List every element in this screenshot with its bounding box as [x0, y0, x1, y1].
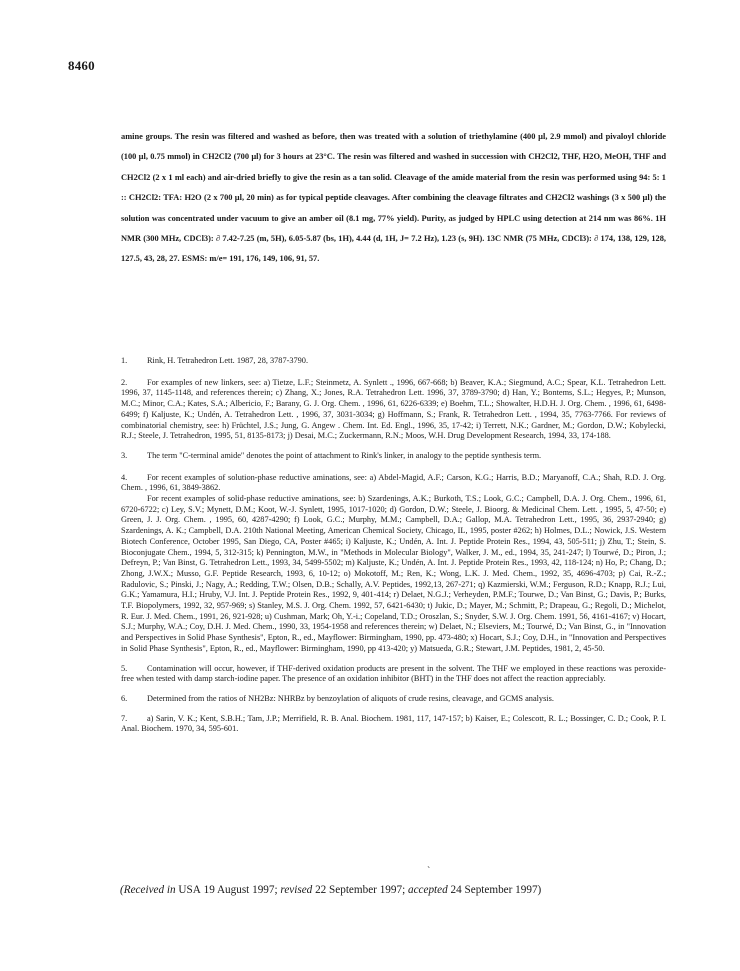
reference-text: Determined from the ratios of NH2Bz: NHRBz by benzoylation of aliquots of crude resins, cleavage, and GCMS analysis. [147, 693, 554, 703]
accepted-date: 24 September [450, 884, 513, 896]
reference-number: 3. [121, 450, 128, 460]
reference-3 [121, 451, 666, 462]
reference-7 [121, 714, 666, 735]
revised-label: revised [280, 884, 313, 896]
body-paragraph: amine groups. The resin was filtered and washed as before, then was treated with a solution of triethylamine (400 µl, 2.9 mmol) and pivaloyl chloride (100 µl, 0.75 mmol) in CH2Cl2 (700 µl) for 3 hours at 23°C. The resin was filtered and washed in succession with CH2Cl2, THF, H2O, MeOH, THF and CH2Cl2 (2 x 1 ml each) and air-dried briefly to give the resin as a tan solid. Cleavage of the amide material from the resin was performed using 94: 5: 1 :: CH2Cl2: TFA: H2O (2 x 700 µl, 20 min) as for typical peptide cleavages. After combining the cleavage filtrates and CH2Cl2 washings (3 x 500 µl) the solution was concentrated under vacuum to give an amber oil (8.1 mg, 77% yield). Purity, as judged by HPLC using detection at 214 nm was 86%. 1H NMR (300 MHz, CDCl3): ∂ 7.42-7.25 (m, 5H), 6.05-5.87 (bs, 1H), 4.44 (d, 1H, J= 7.2 Hz), 1.23 (s, 9H). 13C NMR (75 MHz, CDCl3): ∂ 174, 138, 129, 128, 127.5, 43, 28, 27. ESMS: m/e= 191, 176, 149, 106, 91, 57. [121, 132, 666, 264]
reference-text: For examples of new linkers, see: a) Tietze, L.F.; Steinmetz, A. Synlett ., 1996, 667-668; b) Beaver, K.A.; Siegmund, A.C.; Spear, K.L. Tetrahedron Lett. 1996, 37, 1145-1148, and references therein; c) Zhang, X.; Jones, R.A. Tetrahedron Lett. 1996, 37, 3789-3790; d) Han, Y.; Bontems, S.L.; Hegyes, P.; Munson, M.C.; Minor, C.A.; Kates, S.A.; Albericio, F.; Barany, G. J. Org. Chem. , 1996, 61, 6226-6339; e) Boehm, T.L.; Showalter, H.D.H. J. Org. Chem. , 1996, 61, 6498-6499; f) Kaljuste, K.; Undén, A. Tetrahedron Lett. , 1996, 37, 3031-3034; g) Hoffmann, S.; Frank, R. Tetrahedron Lett. , 1994, 35, 7763-7766. For reviews of combinatorial chemistry, see: h) Früchtel, J.S.; Jung, G. Angew . Chem. Int. Ed. Engl., 1996, 35, 17-42; i) Terrett, N.K.; Gardner, M.; Gordon, D.W.; Kobylecki, R.J.; Steele, J. Tetrahedron, 1995, 51, 8135-8173; j) Desai, M.C.; Zuckermann, R.N.; Moos, W.H. Drug Development Research, 1994, 33, 174-188. [121, 377, 666, 441]
reference-number: 6. [121, 693, 128, 703]
reference-4 [121, 473, 666, 655]
page-number: 8460 [68, 58, 95, 73]
reference-text: Rink, H. Tetrahedron Lett. 1987, 28, 3787-3790. [147, 356, 309, 365]
reference-text: Contamination will occur, however, if THF-derived oxidation products are present in the solvent. The THF we employed in these reactions was peroxide-free when tested with damp starch-iodine paper. The presence of an oxidation inhibitor (BHT) in the THF does not affect the reaction appreciably. [121, 663, 666, 684]
received-label: Received in [123, 884, 176, 896]
reference-1 [121, 356, 666, 367]
received-year: 1997; [252, 884, 278, 896]
reference-number: 7. [121, 713, 128, 723]
reference-number: 4. [121, 472, 128, 482]
reference-5 [121, 664, 666, 685]
revised-year: 1997; [379, 884, 406, 896]
revised-date: 22 September [315, 884, 377, 896]
received-line: (Received in USA 19 August 1997; revised 22 September 1997; accepted 24 September 1997) [120, 884, 542, 896]
reference-text: The term "C-terminal amide" denotes the point of attachment to Rink's linker, in analogy to the peptide synthesis term. [147, 450, 542, 460]
reference-6 [121, 694, 666, 705]
references-list [121, 356, 666, 744]
reference-number: 2. [121, 377, 128, 387]
received-place: USA [178, 884, 201, 896]
accepted-year: 1997) [515, 884, 542, 896]
accepted-label: accepted [407, 884, 448, 896]
reference-number: 1. [121, 356, 128, 365]
reference-text-continued: For recent examples of solid-phase reductive aminations, see: b) Szardenings, A.K.; Burkoth, T.S.; Look, G.C.; Campbell, D.A. J. Org. Chem., 1996, 61, 6720-6722; c) Ley, S.V.; Mynett, D.M.; Koot, W.-J. Synlett, 1995, 1017-1020; d) Gordon, D.W.; Steele, J. Bioorg. & Medicinal Chem. Lett. , 1995, 5, 47-50; e) Green, J. J. Org. Chem. , 1995, 60, 4287-4290; f) Look, G.C.; Murphy, M.M.; Campbell, D.A.; Gallop, M.A. Tetrahedron Lett., 1995, 36, 2937-2940; g) Szardenings, A. K.; Campbell, D.A. 210th National Meeting, American Chemical Society, Chicago, IL, 1995, poster #262; h) Holmes, D.L.; Nowick, J.S. Western Biotech Conference, October 1995, San Diego, CA, Poster #465; i) Kaljuste, K.; Undén, A. Int. J. Peptide Protein Res., 1994, 43, 505-511; j) Zhu, T.; Stein, S. Bioconjugate Chem., 1994, 5, 312-315; k) Pennington, M.W., in "Methods in Molecular Biology", Walker, J. M., ed., 1994, 35, 241-247; l) Tourwé, D.; Piron, J.; Defreyn, P.; Van Binst, G. Tetrahedron Lett., 1993, 34, 5499-5502; m) Kaljuste, K.; Undén, A. Int. J. Peptide Protein Res., 1993, 42, 118-124; n) Ho, P.; Chang, D.; Zhong, J.W.X.; Musso, G.F. Peptide Research, 1993, 6, 10-12; o) Mokotoff, M.; Ren, K.; Wong, L.K. J. Med. Chem., 1992, 35, 4696-4703; p) Cai, R.-Z.; Radulovic, S.; Pinski, J.; Nagy, A.; Redding, T.W.; Olsen, D.B.; Schally, A.V. Peptides, 1992,13, 267-271; q) Kazmierski, W.M.; Ferguson, R.D.; Knapp, R.J.; Lui, G.K.; Yamamura, H.I.; Hruby, V.J. Int. J. Peptide Protein Res., 1992, 9, 401-414; r) Delaet, N.G.J.; Verheyden, P.M.F.; Tourwe, D.; Van Binst, G.; Davis, P.; Burks, T.F. Biopolymers, 1992, 32, 957-969; s) Stanley, M.S. J. Org. Chem. 1992, 57, 6421-6430; t) Jukic, D.; Mayer, M.; Schmitt, P.; Drapeau, G.; Regoli, D.; Michelot, R. Eur. J. Med. Chem., 1991, 26, 921-928; u) Cushman, Mark; Oh, Y.-i.; Copeland, T.D.; Oroszlan, S.; Snyder, S.W. J. Org. Chem. 1991, 56, 4161-4167; v) Hocart, S.J.; Murphy, W.A.; Coy, D.H. J. Med. Chem., 1990, 33, 1954-1958 and references therein; w) Delaet, N.; Elseviers, M.; Tourwé, D.; Van Binst, G., in "Innovation and Perspectives in Solid Phase Synthesis", Epton, R., ed., Mayflower: Birmingham, 1990, pp. 473-480; x) Hocart, S.J.; Coy, D.H., in "Innovation and Perspectives in Solid Phase Synthesis", Epton, R., ed., Mayflower: Birmingham, 1990, pp 413-420; y) Matsueda, G.R.; Stewart, J.M. Peptides, 1981, 2, 45-50. [121, 494, 666, 653]
reference-2 [121, 378, 666, 442]
received-date: 19 August [203, 884, 250, 896]
reference-text: a) Sarin, V. K.; Kent, S.B.H.; Tam, J.P.; Merrifield, R. B. Anal. Biochem. 1981, 117, 147-157; b) Kaiser, E.; Colescott, R. L.; Bossinger, C. D.; Cook, P. I. Anal. Biochem. 1970, 34, 595-601. [121, 713, 666, 734]
reference-number: 5. [121, 663, 128, 673]
reference-text: For recent examples of solution-phase reductive aminations, see: a) Abdel-Magid, A.F.; Carson, K.G.; Harris, B.D.; Maryanoff, C.A.; Shah, R.D. J. Org. Chem. , 1996, 61, 3849-3862. [121, 472, 666, 493]
stray-mark: ` [427, 866, 431, 877]
